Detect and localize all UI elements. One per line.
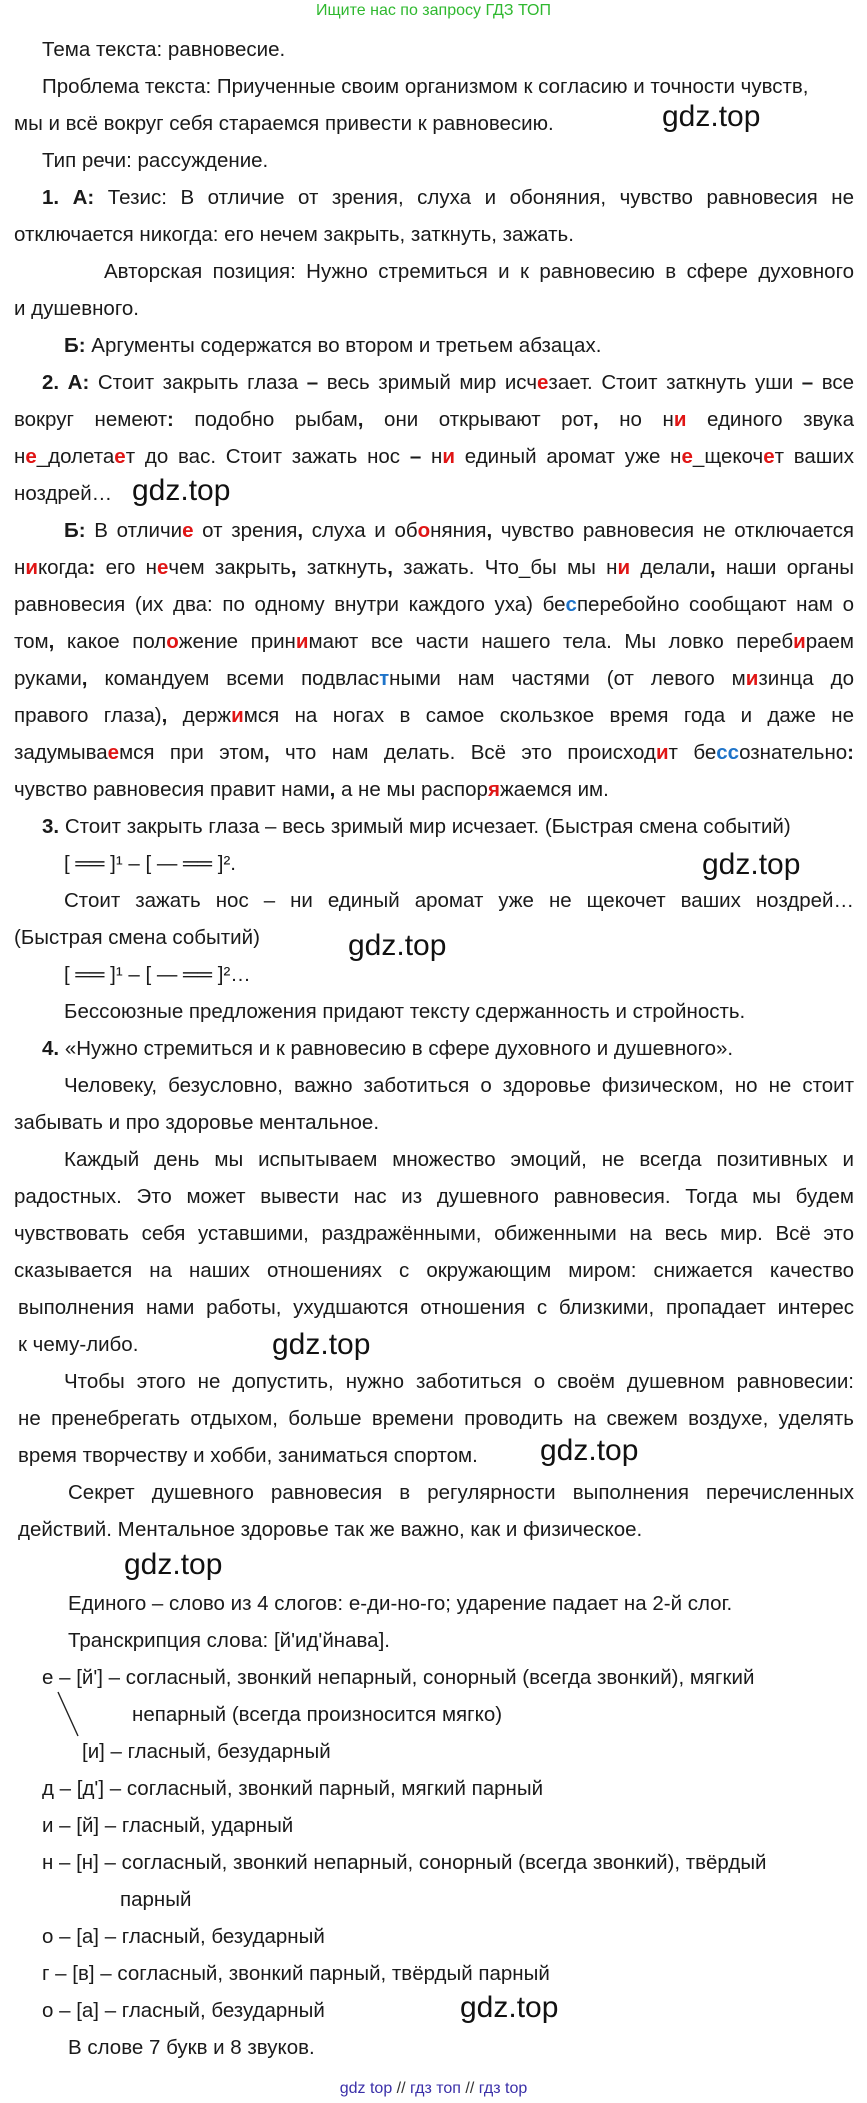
text-fragment: мся на ногах в самое скользкое время года и даже не	[243, 704, 854, 727]
text-fragment: а не мы распор	[335, 778, 488, 801]
text-fragment: но н	[598, 408, 674, 431]
watermark: gdz.top	[460, 1991, 559, 2024]
text-theme: Тема текста: равновесие.	[42, 38, 286, 61]
text-fragment: е – [й']	[42, 1666, 103, 1689]
text-fragment: – гласный, безударный	[99, 1925, 325, 1948]
text-fragment: с	[565, 593, 577, 616]
text-fragment: ,	[161, 704, 168, 727]
phon-row-i	[42, 1812, 867, 1839]
footer-link-gdz-top[interactable]: gdz top	[339, 2080, 393, 2097]
phon-row-n	[42, 1849, 867, 1876]
text-fragment: _долета	[36, 445, 115, 468]
footer-link-gdz-top-ru[interactable]: гдз топ	[410, 2080, 461, 2097]
text-fragment: ознательно	[739, 741, 848, 764]
task2-b-line7	[14, 739, 854, 766]
text-fragment: руками	[14, 667, 82, 690]
text-fragment: ,	[357, 408, 364, 431]
text-fragment: заткнуть	[296, 556, 388, 579]
task3-scheme2: [ ══ ]¹ – [ — ══ ]²…	[64, 963, 251, 986]
text-fragment: е	[157, 556, 169, 579]
text-fragment: н	[14, 445, 26, 468]
footer-link-gdz-top-mixed[interactable]: гдз top	[478, 2080, 528, 2097]
text-fragment: – согласный, звонкий непарный, сонорный (всегда звонкий), мягкий	[102, 1666, 755, 1689]
text-fragment: –	[306, 371, 319, 394]
task4-number: 4.	[42, 1037, 60, 1060]
phon-row-d	[42, 1775, 867, 1802]
text-fragment: командуем всеми подвлас	[87, 667, 380, 690]
text-fragment: н	[14, 556, 26, 579]
text-fragment: –	[801, 371, 814, 394]
text-problem-line1: Проблема текста: Приученные своим организмом к согласию и точности чувств,	[42, 75, 809, 98]
text-fragment: Стоит закрыть глаза	[97, 371, 307, 394]
task4-p3-line3: время творчеству и хобби, заниматься спортом.	[18, 1444, 478, 1467]
text-fragment: подобно рыбам	[173, 408, 358, 431]
text-fragment: – гласный, безударный	[99, 1999, 325, 2022]
task3-scheme1: [ ══ ]¹ – [ — ══ ]².	[64, 852, 236, 875]
task1-thesis-line1	[42, 184, 854, 211]
text-fragment: – согласный, звонкий непарный, сонорный (всегда звонкий), твёрдый	[98, 1851, 767, 1874]
text-fragment: е	[107, 741, 120, 764]
text-fragment: т ваших	[774, 445, 854, 468]
phon-row-n-cont	[120, 1886, 867, 1913]
text-fragment: ,	[709, 556, 716, 579]
text-fragment: когда	[37, 556, 89, 579]
text-fragment: вокруг немеют	[14, 408, 168, 431]
phon-row-i-unstressed	[82, 1738, 867, 1765]
text-fragment: Стоит закрыть глаза – весь зримый мир исчезает. (Быстрая смена событий)	[64, 815, 791, 838]
text-problem-line2: мы и всё вокруг себя стараемся привести к равновесию.	[14, 112, 554, 135]
watermark: gdz.top	[540, 1434, 639, 1467]
text-fragment: –	[409, 445, 422, 468]
text-fragment: т	[379, 667, 390, 690]
watermark: gdz.top	[662, 100, 761, 133]
text-fragment: и	[617, 556, 631, 579]
phon-row-g	[42, 1960, 867, 1987]
text-fragment: о – [а]	[42, 1925, 99, 1948]
text-fragment: ,	[486, 519, 493, 542]
text-fragment: сс	[716, 741, 740, 764]
text-fragment: ,	[297, 519, 304, 542]
text-fragment: зинца до	[758, 667, 855, 690]
footer-separator: //	[396, 2080, 406, 2097]
task4-p2-line4: сказывается на наших отношениях с окружающим миром: снижается качество	[14, 1259, 854, 1282]
text-fragment: жаемся им.	[499, 778, 609, 801]
text-fragment: е	[25, 445, 37, 468]
text-fragment: задумыва	[14, 741, 108, 764]
task4-p4-line1: Секрет душевного равновесия в регулярности выполнения перечисленных	[68, 1481, 854, 1504]
task2-b-line2	[14, 554, 854, 581]
text-fragment: зает. Стоит заткнуть уши	[548, 371, 802, 394]
task4-p2-line5: выполнения нами работы, ухудшаются отношения с близкими, пропадает интерес	[18, 1296, 854, 1319]
text-fragment: «Нужно стремиться и к равновесию в сфере духовного и душевного».	[64, 1037, 734, 1060]
watermark: gdz.top	[124, 1548, 223, 1581]
text-fragment: они открывают рот	[363, 408, 593, 431]
watermark: gdz.top	[702, 848, 801, 881]
text-fragment: чувство равновесия не отключается	[492, 519, 854, 542]
text-fragment: и – [й]	[42, 1814, 100, 1837]
text-fragment: н	[421, 445, 443, 468]
text-fragment: зажать. Что_бы мы н	[392, 556, 618, 579]
text-fragment: _щекоч	[692, 445, 764, 468]
text-fragment: единого звука	[686, 408, 854, 431]
text-fragment: ,	[48, 630, 55, 653]
task2-a-line4: ноздрей…	[14, 482, 113, 505]
text-fragment: наши органы	[715, 556, 855, 579]
text-fragment: ,	[329, 778, 336, 801]
text-fragment: весь зримый мир исч	[318, 371, 538, 394]
text-fragment: его н	[95, 556, 158, 579]
task1-author-line2: и душевного.	[14, 297, 139, 320]
text-fragment: т до вас. Стоит зажать нос	[125, 445, 410, 468]
task4-p2-line1: Каждый день мы испытываем множество эмоций, не всегда позитивных и	[64, 1148, 854, 1171]
text-fragment: и	[442, 445, 455, 468]
text-fragment: парный	[120, 1888, 192, 1911]
text-fragment: ,	[592, 408, 599, 431]
phonetics-transcription: Транскрипция слова: [й'ид'йнава].	[68, 1629, 390, 1652]
text-fragment: ,	[290, 556, 297, 579]
branch-line	[56, 1690, 82, 1740]
task4-p1-line2: забывать и про здоровье ментальное.	[14, 1111, 380, 1134]
text-fragment: е	[763, 445, 775, 468]
text-fragment: я	[487, 778, 500, 801]
text-fragment: и	[295, 630, 309, 653]
text-fragment: и	[793, 630, 806, 653]
text-fragment: и	[25, 556, 38, 579]
text-fragment: о	[417, 519, 431, 542]
text-fragment: непарный (всегда произносится мягко)	[132, 1703, 503, 1726]
text-fragment: перебойно сообщают нам о	[576, 593, 854, 616]
task3-sentence1	[42, 813, 867, 840]
task4-p3-line2: не пренебрегать отдыхом, больше времени проводить на свежем воздухе, уделять	[18, 1407, 854, 1430]
task1-author-line1: Авторская позиция: Нужно стремиться и к равновесию в сфере духовного	[104, 260, 854, 283]
footer-links	[0, 2078, 867, 2100]
task2-b-line6	[14, 702, 854, 729]
watermark: gdz.top	[272, 1328, 371, 1361]
task2-a-line3	[14, 443, 854, 470]
phon-row-o1	[42, 1923, 867, 1950]
task2-b-line1	[64, 517, 854, 544]
text-fragment: единый аромат уже н	[454, 445, 682, 468]
text-fragment: д – [д']	[42, 1777, 105, 1800]
text-fragment: В отличи	[94, 519, 183, 542]
text-fragment: – согласный, звонкий парный, твёрдый парный	[94, 1962, 550, 1985]
text-fragment: г – [в]	[42, 1962, 95, 1985]
text-fragment: правого глаза)	[14, 704, 162, 727]
text-fragment: – гласный, безударный	[104, 1740, 331, 1763]
phonetics-total: В слове 7 букв и 8 звуков.	[68, 2036, 315, 2059]
text-fragment: о – [а]	[42, 1999, 99, 2022]
text-fragment: и	[231, 704, 244, 727]
text-fragment: о	[166, 630, 179, 653]
phon-row-o2	[42, 1997, 867, 2024]
task2-b-line3	[14, 591, 854, 618]
text-fragment: н – [н]	[42, 1851, 99, 1874]
text-fragment: делали	[630, 556, 710, 579]
text-fragment: Б:	[64, 519, 86, 542]
text-fragment: Тезис: В отличие от зрения, слуха и обоняния, чувство равновесия не	[107, 186, 854, 209]
text-fragment: слуха и об	[303, 519, 418, 542]
footer-separator: //	[465, 2080, 475, 2097]
text-fragment: и	[673, 408, 687, 431]
text-fragment: и	[745, 667, 759, 690]
text-fragment: держ	[167, 704, 232, 727]
text-fragment: все	[813, 371, 855, 394]
text-fragment: ,	[387, 556, 393, 579]
text-fragment: ными нам частями (от левого м	[389, 667, 746, 690]
watermark: gdz.top	[348, 929, 447, 962]
watermark: gdz.top	[132, 474, 231, 507]
phon-row-e	[42, 1664, 867, 1691]
text-fragment: – гласный, ударный	[99, 1814, 294, 1837]
text-fragment: раем	[805, 630, 854, 653]
text-fragment: няния	[430, 519, 487, 542]
task3-number: 3.	[42, 815, 60, 838]
task4-p1-line1: Человеку, безусловно, важно заботиться о здоровье физическом, но не стоит	[64, 1074, 854, 1097]
task4-p2-line3: чувствовать себя уставшими, раздражёнными, обиженными на весь мир. Всё это	[14, 1222, 854, 1245]
text-fragment: е	[681, 445, 693, 468]
text-fragment: что нам делать. Всё это происход	[269, 741, 656, 764]
text-fragment: Аргументы содержатся во втором и третьем абзацах.	[91, 334, 602, 357]
text-fragment: и	[655, 741, 669, 764]
task2-b-line5	[14, 665, 854, 692]
task3-sentence2: Стоит зажать нос – ни единый аромат уже не щекочет ваших ноздрей…	[64, 889, 854, 912]
phon-row-e-cont	[132, 1701, 867, 1728]
text-fragment: какое пол	[54, 630, 167, 653]
task2-a-line2	[14, 406, 854, 433]
text-fragment: :	[167, 408, 174, 431]
text-fragment: ,	[263, 741, 270, 764]
text-fragment: :	[847, 741, 854, 764]
task4-p2-line2: радостных. Это может вывести нас из душевного равновесия. Тогда мы будем	[14, 1185, 854, 1208]
text-fragment: [и]	[82, 1740, 105, 1763]
text-fragment: равновесия (их два: по одному внутри каждого уха) бе	[14, 593, 566, 616]
text-fragment: – согласный, звонкий парный, мягкий парный	[104, 1777, 544, 1800]
task2-b-line8	[14, 776, 854, 803]
text-speech-type: Тип речи: рассуждение.	[42, 149, 269, 172]
task2-b-line4	[14, 628, 854, 655]
task4-p2-line6: к чему-либо.	[18, 1333, 139, 1356]
phonetics-syllables: Единого – слово из 4 слогов: е-ди-но-го; ударение падает на 2-й слог.	[68, 1592, 733, 1615]
task4-quote	[42, 1035, 867, 1062]
text-fragment: :	[88, 556, 96, 579]
task4-p3-line1: Чтобы этого не допустить, нужно заботиться о своём душевном равновесии:	[64, 1370, 854, 1393]
text-fragment: Б:	[64, 334, 86, 357]
text-fragment: чувство равновесия правит нами	[14, 778, 330, 801]
task3-conclusion: Бессоюзные предложения придают тексту сдержанность и стройность.	[64, 1000, 746, 1023]
task2-number: 2. А:	[42, 371, 90, 394]
text-fragment: ,	[81, 667, 88, 690]
text-fragment: мся при этом	[119, 741, 264, 764]
text-fragment: жение прин	[178, 630, 296, 653]
text-fragment: от зрения	[193, 519, 298, 542]
search-banner[interactable]: Ищите нас по запросу ГДЗ ТОП	[316, 2, 551, 19]
text-fragment: е	[537, 371, 549, 394]
text-fragment: чем закрыть	[168, 556, 291, 579]
task3-sentence2-note: (Быстрая смена событий)	[14, 926, 260, 949]
text-fragment: мают все части нашего тела. Мы ловко переб	[308, 630, 794, 653]
task1-b	[64, 332, 867, 359]
task2-a-line1	[42, 369, 854, 396]
task1-thesis-line2: отключается никогда: его нечем закрыть, заткнуть, зажать.	[14, 223, 574, 246]
task1-number: 1. А:	[42, 186, 95, 209]
text-fragment: том	[14, 630, 49, 653]
text-fragment: е	[182, 519, 194, 542]
text-fragment: т бе	[668, 741, 717, 764]
task4-p4-line2: действий. Ментальное здоровье так же важно, как и физическое.	[18, 1518, 643, 1541]
text-fragment: е	[114, 445, 126, 468]
